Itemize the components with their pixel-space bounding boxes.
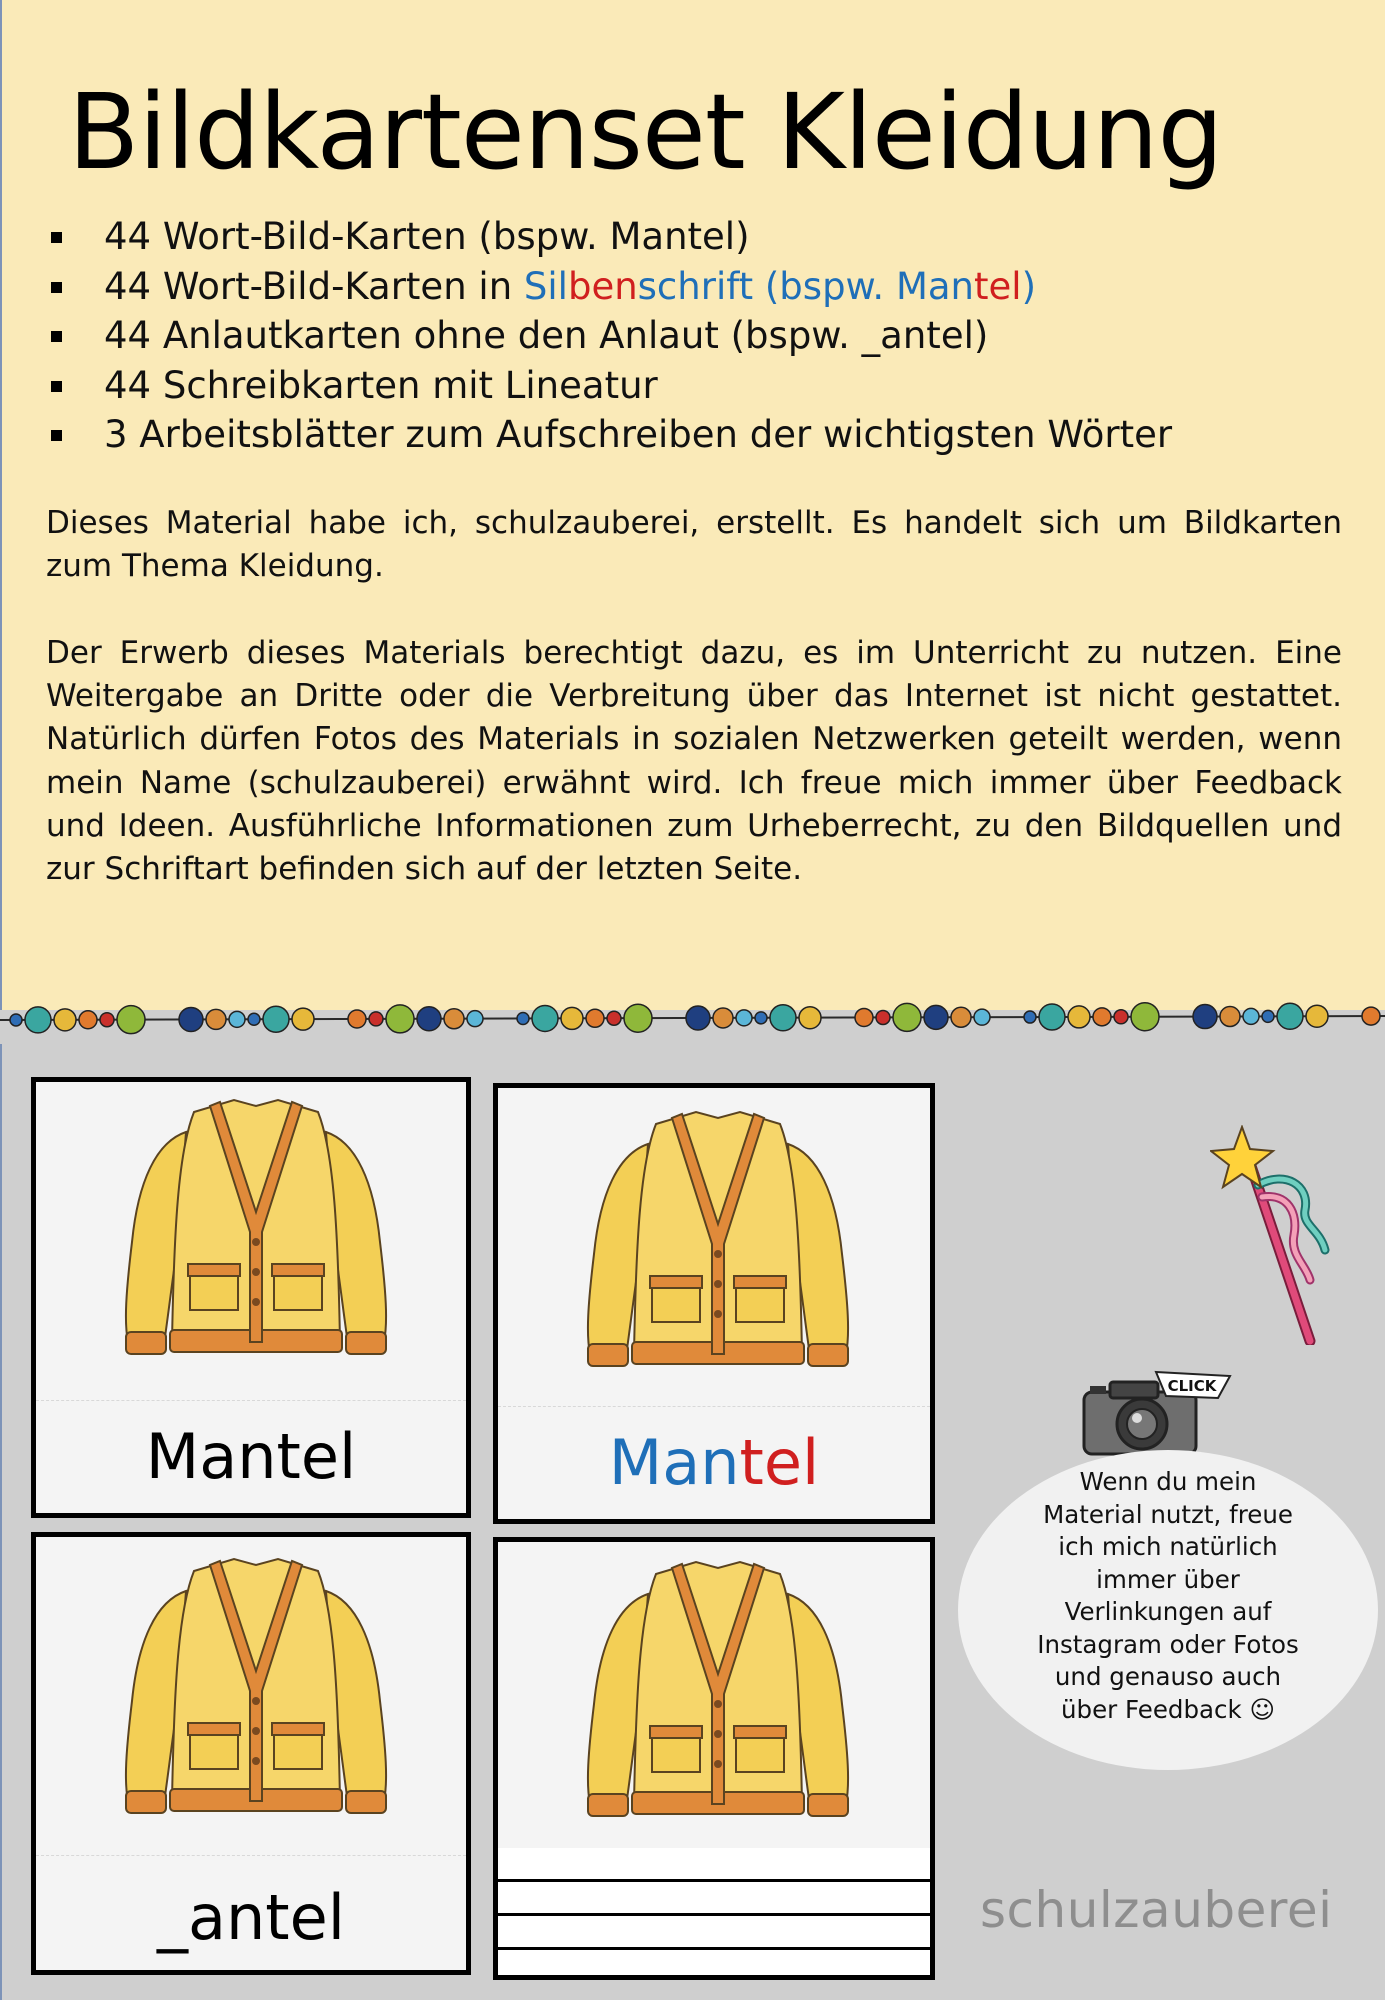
bead: [1243, 1008, 1259, 1024]
bead: [713, 1008, 733, 1028]
speech-bubble-text: Wenn du mein Material nutzt, freue ich mich natürlich immer über Verlinkungen auf Instagram oder Fotos und genauso auch über Feedback ☺: [1037, 1467, 1299, 1724]
bead: [1220, 1006, 1240, 1026]
bead: [1131, 1003, 1159, 1031]
bead: [517, 1013, 529, 1025]
bead: [1039, 1004, 1065, 1030]
bead: [893, 1003, 921, 1031]
bead: [1193, 1005, 1217, 1029]
bead: [624, 1004, 652, 1032]
bead: [736, 1010, 752, 1026]
bead: [799, 1007, 821, 1029]
jacket-image: [578, 1554, 858, 1824]
bead: [1262, 1010, 1274, 1022]
card-anlaut-word: _antel: [157, 1881, 345, 1954]
card-word: Mantel: [145, 1420, 357, 1493]
license-paragraph: Der Erwerb dieses Materials berechtigt dazu, es im Unterricht zu nutzen. Eine Weitergabe an Dritte oder die Verbreitung über das Internet ist nicht gestattet. Natürlich dürfen Fotos des Materials in sozialen Netzwerken geteilt werden, wenn mein Name (schulzauberei) erwähnt wird. Ich freue mich immer über Feedback und Ideen. Ausführliche Informationen zum Urheberrecht, zu den Bildquellen und zur Schriftart befinden sich auf der letzten Seite.: [46, 635, 1342, 888]
list-item: 44 Anlautkarten ohne den Anlaut (bspw. _antel): [46, 311, 1172, 361]
bead: [1277, 1003, 1303, 1029]
page-title: Bildkartenset Kleidung: [68, 71, 1223, 193]
bead: [1093, 1008, 1111, 1026]
bead: [607, 1011, 621, 1025]
card-syllable-first: Man: [608, 1426, 740, 1499]
bead: [1362, 1007, 1380, 1025]
syllable-man: Man: [895, 264, 974, 308]
list-item: 44 Schreibkarten mit Lineatur: [46, 361, 1172, 411]
bead: [206, 1009, 226, 1029]
list-item-syllable: [46, 262, 1172, 312]
bead: [770, 1005, 796, 1031]
contents-list: [46, 212, 1172, 460]
syllable-schrift: schrift: [637, 264, 754, 308]
syllable-tel: tel: [974, 264, 1022, 308]
bead: [117, 1006, 145, 1034]
example-close: ): [1021, 264, 1036, 308]
bead: [79, 1011, 97, 1029]
list-item: 3 Arbeitsblätter zum Aufschreiben der wichtigsten Wörter: [46, 410, 1172, 460]
bead: [586, 1009, 604, 1027]
syllable-sil: Sil: [523, 264, 568, 308]
list-item: 44 Wort-Bild-Karten (bspw. Mantel): [46, 212, 1172, 262]
example-open: (bspw.: [753, 264, 896, 308]
bead: [263, 1006, 289, 1032]
bead: [876, 1010, 890, 1024]
bead: [248, 1013, 260, 1025]
bead: [974, 1009, 990, 1025]
bead: [417, 1007, 441, 1031]
bead: [755, 1012, 767, 1024]
bead: [924, 1005, 948, 1029]
bead: [855, 1009, 873, 1027]
camera-click-text: CLICK: [1167, 1377, 1217, 1395]
bead: [100, 1013, 114, 1027]
bead: [179, 1007, 203, 1031]
bead: [1114, 1010, 1128, 1024]
list-item-prefix: 44 Wort-Bild-Karten in: [104, 264, 524, 308]
bead: [444, 1009, 464, 1029]
bead: [10, 1014, 22, 1026]
jacket-image: [116, 1551, 396, 1821]
bead: [369, 1012, 383, 1026]
anlaut-card: [31, 1532, 471, 1975]
card-syllable-word: [498, 1428, 930, 1498]
bead: [348, 1010, 366, 1028]
bead: [25, 1007, 51, 1033]
bead: [532, 1005, 558, 1031]
camera-icon: [1080, 1370, 1240, 1460]
bead: [229, 1011, 245, 1027]
bead: [292, 1008, 314, 1030]
card-syllable-second: tel: [739, 1426, 820, 1499]
writing-lines: [498, 1848, 930, 1980]
bead: [1024, 1011, 1036, 1023]
intro-paragraph: Dieses Material habe ich, schulzauberei, erstellt. Es handelt sich um Bildkarten zum Thema Kleidung.: [46, 505, 1342, 585]
word-card: [31, 1077, 471, 1518]
bead: [1306, 1005, 1328, 1027]
bead-garland: [0, 990, 1385, 1050]
bead: [951, 1007, 971, 1027]
bead: [386, 1005, 414, 1033]
brand-name: schulzauberei: [980, 1881, 1333, 1939]
bead: [54, 1009, 76, 1031]
bead: [686, 1006, 710, 1030]
syllable-card: [493, 1083, 935, 1524]
jacket-image: [578, 1104, 858, 1374]
bead: [467, 1011, 483, 1027]
bead: [1068, 1006, 1090, 1028]
bead: [561, 1007, 583, 1029]
jacket-image: [116, 1092, 396, 1362]
syllable-ben: ben: [567, 264, 638, 308]
magic-wand-icon: [1210, 1125, 1340, 1345]
writing-card: [493, 1537, 935, 1980]
